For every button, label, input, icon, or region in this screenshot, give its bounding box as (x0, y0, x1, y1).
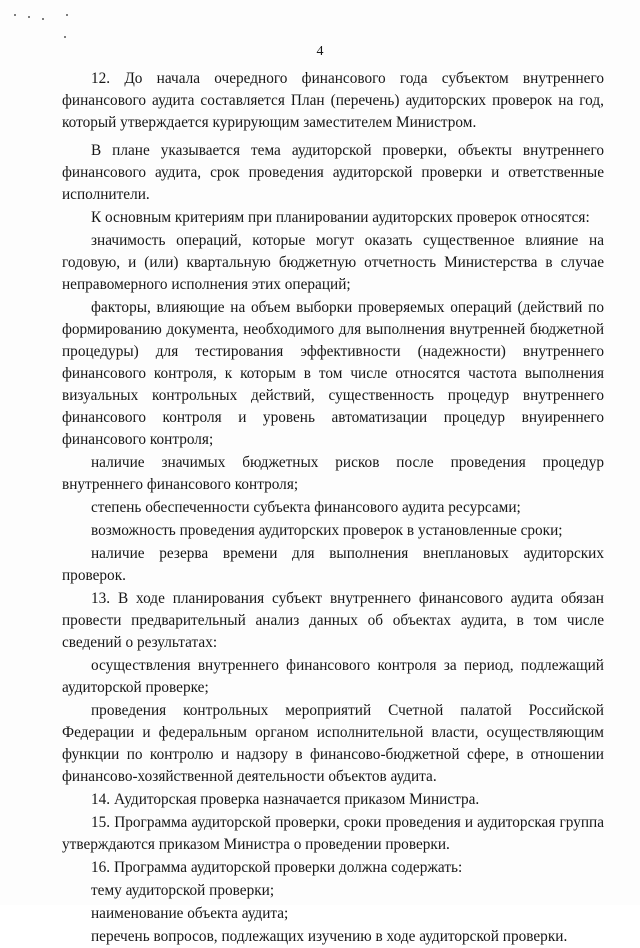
speck (66, 14, 68, 16)
criterion-risks: наличие значимых бюджетных рисков после проведения процедур внутреннего финансового контроля; (62, 454, 604, 493)
paragraph-plan-contents: В плане указывается тема аудиторской проверки, объекты внутреннего финансового аудита, срок проведения аудиторской проверки и ответственные исполнители. (62, 142, 604, 203)
criterion-factors: факторы, влияющие на объем выборки проверяемых операций (действий по формированию документа, необходимого для выполнения внутренней бюджетной процедуры) для тестирования эффективности (надежности) внутреннего финансового контроля, к которым в том числе относятся частота выполнения визуальных контрольных действий, существенность процедур внутреннего финансового контроля и уровень автоматизации процедур внуиреннего финансового контроля; (62, 299, 604, 448)
speck (14, 14, 16, 16)
program-item-object: наименование объекта аудита; (91, 905, 289, 922)
criterion-reserve: наличие резерва времени для выполнения внеплановых аудиторских проверок. (62, 545, 604, 584)
analysis-item-audits: проведения контрольных мероприятий Счетной палатой Российской Федерации и федеральным органом исполнительной власти, осуществляющим функции по контролю и надзору в финансово-бюджетной сфере, в отношении финансово-хозяйственной деятельности объектов аудита. (62, 702, 604, 785)
program-item-questions: перечень вопросов, подлежащих изучению в ходе аудиторской проверки. (91, 928, 568, 945)
paragraph-14: 14. Аудиторская проверка назначается приказом Министра. (91, 791, 480, 808)
paragraph-15: 15. Программа аудиторской проверки, сроки проведения и аудиторская группа утверждаются приказом Министра о проведении проверки. (62, 814, 604, 853)
document-body (62, 68, 604, 948)
criterion-significance: значимость операций, которые могут оказать существенное влияние на годовую, и (или) квартальную бюджетную отчетность Министерства в случае неправомерного исполнения этих операций; (62, 232, 604, 293)
paragraph-12: 12. До начала очередного финансового года субъектом внутреннего финансового аудита составляется План (перечень) аудиторских проверок на год, который утверждается курирующим заместителем Министром. (62, 70, 604, 131)
program-item-topic: тему аудиторской проверки; (91, 882, 275, 899)
speck (28, 16, 30, 18)
criterion-resources: степень обеспеченности субъекта финансового аудита ресурсами; (91, 499, 521, 516)
speck (42, 18, 44, 20)
criterion-deadlines: возможность проведения аудиторских проверок в установленные сроки; (91, 522, 563, 539)
analysis-item-control: осуществления внутреннего финансового контроля за период, подлежащий аудиторской проверке; (62, 657, 604, 696)
paragraph-13: 13. В ходе планирования субъект внутреннего финансового аудита обязан провести предварительный анализ данных об объектах аудита, в том числе сведений о результатах: (62, 590, 604, 651)
paragraph-16: 16. Программа аудиторской проверки должна содержать: (91, 859, 463, 876)
paragraph-criteria-intro: К основным критериям при планировании аудиторских проверок относятся: (91, 209, 590, 226)
scan-specks (12, 8, 82, 48)
page-number: 4 (316, 44, 324, 59)
speck (64, 36, 66, 38)
